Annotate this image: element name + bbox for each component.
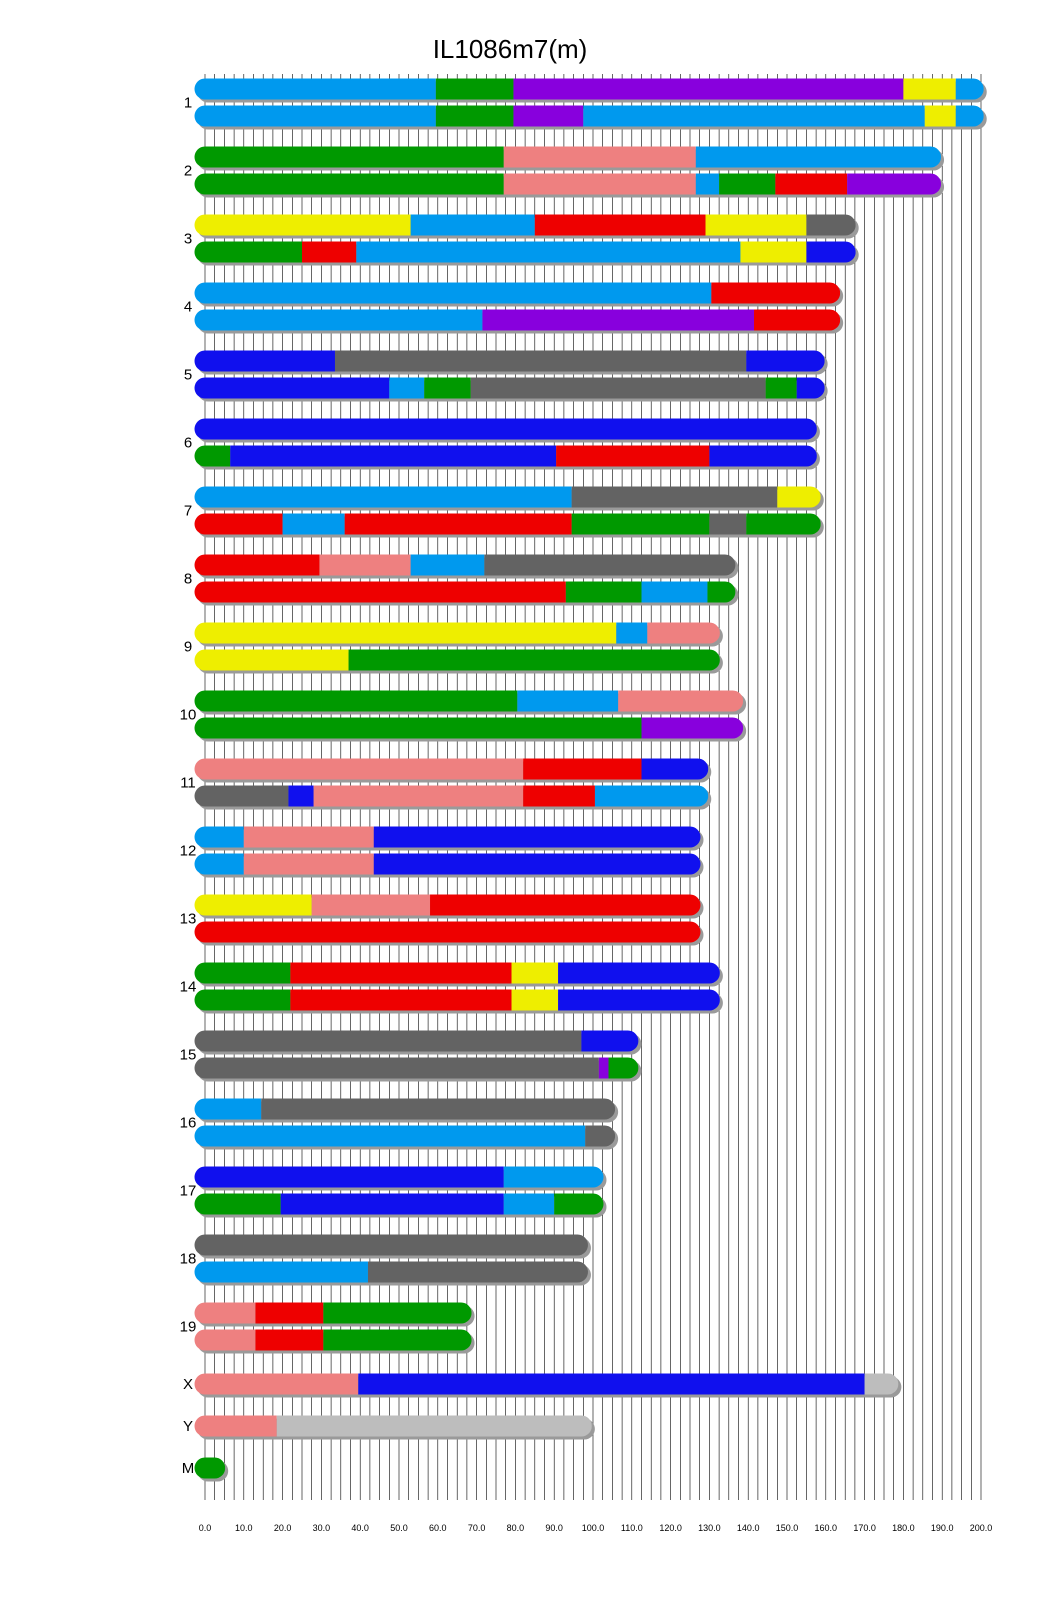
segment (283, 514, 345, 535)
segment (195, 1330, 256, 1351)
haplotype-1 (195, 79, 984, 100)
haplotype-2 (195, 1058, 639, 1079)
haplotype-2 (195, 582, 736, 603)
segment (290, 990, 511, 1011)
segment (195, 215, 411, 236)
segment (288, 786, 313, 807)
segment (572, 487, 778, 508)
segment (195, 147, 504, 168)
segment (195, 623, 617, 644)
haplotype-2 (195, 718, 744, 739)
segment (255, 1330, 323, 1351)
segment (195, 1303, 256, 1324)
haplotype-2 (195, 786, 709, 807)
x-tick-label: 100.0 (581, 1523, 605, 1533)
haplotype-1 (195, 419, 817, 440)
haplotype-2 (195, 1126, 616, 1147)
segment (195, 1416, 277, 1437)
segment (711, 283, 840, 304)
haplotype-2 (195, 378, 825, 399)
segment (255, 1303, 323, 1324)
x-tick-label: 190.0 (930, 1523, 954, 1533)
segment (766, 378, 797, 399)
segment (358, 1374, 864, 1395)
segment (642, 582, 708, 603)
segment (616, 623, 647, 644)
haplotype-1 (195, 147, 942, 168)
x-tick-label: 150.0 (775, 1523, 799, 1533)
segment (195, 174, 504, 195)
segment (314, 786, 524, 807)
segment (865, 1374, 899, 1395)
segment (709, 514, 746, 535)
segment (195, 718, 642, 739)
x-tick-label: 70.0 (467, 1523, 486, 1533)
segment (642, 759, 709, 780)
segment (696, 174, 719, 195)
haplotype-1 (195, 1031, 639, 1052)
x-tick-label: 80.0 (506, 1523, 525, 1533)
chromosome-layer (195, 79, 987, 1482)
segment (195, 555, 320, 576)
haplotype-1 (195, 895, 701, 916)
segment (230, 446, 556, 467)
segment (754, 310, 840, 331)
segment (195, 854, 244, 875)
segment (389, 378, 424, 399)
segment (513, 106, 583, 127)
segment (556, 446, 709, 467)
chromosome-8 (195, 555, 739, 606)
segment (195, 582, 566, 603)
segment (411, 555, 485, 576)
haplotype-1 (195, 1416, 592, 1437)
segment (806, 242, 855, 263)
segment (609, 1058, 639, 1079)
x-tick-label: 40.0 (351, 1523, 369, 1533)
chromosome-11 (195, 759, 712, 810)
chromosome-9 (195, 623, 723, 674)
segment (195, 514, 283, 535)
chromosome-label: 13 (179, 910, 197, 928)
chromosome-12 (195, 827, 704, 878)
chromosome-label: 9 (183, 638, 193, 656)
x-tick-label: 60.0 (429, 1523, 447, 1533)
segment (349, 650, 720, 671)
segment (558, 990, 720, 1011)
haplotype-1 (195, 351, 825, 372)
chromosome-6 (195, 419, 820, 470)
segment (484, 555, 735, 576)
haplotype-1 (195, 487, 821, 508)
segment (261, 1099, 615, 1120)
haplotype-1 (195, 215, 856, 236)
segment (513, 79, 903, 100)
segment (323, 1303, 471, 1324)
chromosome-4 (195, 283, 844, 334)
haplotype-2 (195, 990, 720, 1011)
label-layer (180, 95, 197, 1478)
chromosome-13 (195, 895, 704, 946)
segment (312, 895, 430, 916)
chromosome-label: Y (182, 1418, 194, 1435)
x-tick-label: 0.0 (198, 1523, 212, 1533)
segment (595, 786, 708, 807)
segment (706, 215, 807, 236)
chromosome-m (195, 1458, 229, 1482)
x-tick-label: 30.0 (312, 1523, 331, 1533)
segment (323, 1330, 471, 1351)
segment (740, 242, 806, 263)
x-tick-label: 160.0 (814, 1523, 838, 1533)
segment (195, 242, 303, 263)
segment (195, 895, 312, 916)
segment (512, 963, 559, 984)
chromosome-15 (195, 1031, 642, 1082)
haplotype-2 (195, 650, 720, 671)
segment (517, 691, 618, 712)
segment (195, 446, 231, 467)
chromosome-14 (195, 963, 723, 1014)
segment (504, 174, 696, 195)
segment (566, 582, 642, 603)
x-tick-label: 90.0 (545, 1523, 563, 1533)
haplotype-1 (195, 691, 744, 712)
segment (368, 1262, 588, 1283)
chromosome-label: 10 (179, 706, 197, 724)
segment (430, 895, 700, 916)
chromosome-2 (195, 147, 945, 198)
segment (585, 1126, 615, 1147)
segment (424, 378, 471, 399)
x-tick-label: 10.0 (235, 1523, 253, 1533)
chromosome-label: 1 (183, 94, 193, 112)
haplotype-2 (195, 242, 856, 263)
segment (195, 106, 436, 127)
haplotype-2 (195, 1194, 604, 1215)
haplotype-2 (195, 310, 841, 331)
chromosome-label: 16 (179, 1114, 197, 1132)
segment (195, 963, 291, 984)
chromosome-1 (195, 79, 987, 130)
x-tick-label: 110.0 (620, 1523, 643, 1533)
x-tick-label: 20.0 (273, 1523, 292, 1533)
x-tick-label: 50.0 (390, 1523, 408, 1533)
x-tick-label: 180.0 (892, 1523, 915, 1533)
chromosome-label: 19 (179, 1318, 197, 1336)
x-axis (199, 1523, 993, 1533)
segment (558, 963, 720, 984)
haplotype-1 (195, 1458, 226, 1479)
chromosome-3 (195, 215, 859, 266)
chromosome-label: 2 (183, 162, 193, 180)
segment (746, 351, 824, 372)
segment (847, 174, 941, 195)
segment (777, 487, 820, 508)
segment (956, 79, 984, 100)
haplotype-2 (195, 1262, 588, 1283)
chromosome-label: 7 (183, 502, 193, 520)
haplotype-2 (195, 514, 821, 535)
segment (290, 963, 511, 984)
chromosome-x (195, 1374, 902, 1398)
chromosome-19 (195, 1303, 475, 1354)
haplotype-1 (195, 1235, 588, 1256)
segment (647, 623, 720, 644)
segment (512, 990, 559, 1011)
segment (195, 351, 335, 372)
segment (195, 691, 518, 712)
chart-title: IL1086m7(m) (432, 34, 588, 64)
segment (195, 487, 572, 508)
segment (195, 827, 244, 848)
segment (775, 174, 847, 195)
segment (195, 378, 390, 399)
segment (554, 1194, 603, 1215)
x-tick-label: 200.0 (969, 1523, 993, 1533)
segment (356, 242, 740, 263)
segment (195, 1262, 368, 1283)
segment (482, 310, 754, 331)
haplotype-1 (195, 623, 720, 644)
chromosome-label: 5 (183, 366, 193, 384)
segment (195, 1235, 588, 1256)
chromosome-18 (195, 1235, 591, 1286)
haplotype-2 (195, 174, 942, 195)
chromosome-label: 17 (179, 1182, 197, 1200)
segment (195, 310, 483, 331)
chromosome-label: 14 (179, 978, 197, 996)
segment (195, 1126, 586, 1147)
segment (436, 79, 514, 100)
segment (195, 1058, 599, 1079)
segment (535, 215, 706, 236)
chromosome-10 (195, 691, 747, 742)
chromosome-y (195, 1416, 595, 1440)
chromosome-label: 3 (183, 230, 193, 248)
haplotype-1 (195, 1167, 604, 1188)
haplotype-1 (195, 1374, 899, 1395)
segment (195, 1458, 226, 1479)
segment (195, 283, 712, 304)
haplotype-2 (195, 446, 817, 467)
chromosome-label: 11 (180, 774, 196, 792)
haplotype-2 (195, 1330, 472, 1351)
segment (504, 147, 696, 168)
haplotype-1 (195, 283, 841, 304)
segment (195, 759, 524, 780)
segment (195, 1031, 582, 1052)
haplotype-2 (195, 106, 984, 127)
segment (195, 922, 701, 943)
segment (797, 378, 825, 399)
segment (244, 827, 374, 848)
segment (523, 759, 641, 780)
chromosome-label: 4 (183, 298, 193, 316)
chromosome-5 (195, 351, 828, 402)
chromosome-label: 12 (179, 842, 197, 860)
haplotype-1 (195, 1303, 472, 1324)
segment (195, 1099, 262, 1120)
chromosome-label: X (182, 1376, 194, 1393)
segment (719, 174, 775, 195)
segment (195, 79, 436, 100)
chromosome-label: 15 (179, 1046, 197, 1064)
segment (806, 215, 855, 236)
segment (572, 514, 710, 535)
chromosome-7 (195, 487, 824, 538)
segment (642, 718, 744, 739)
segment (411, 215, 535, 236)
segment (195, 1374, 359, 1395)
segment (696, 147, 941, 168)
segment (956, 106, 984, 127)
segment (195, 650, 349, 671)
haplotype-1 (195, 1099, 616, 1120)
segment (195, 1167, 504, 1188)
x-tick-label: 140.0 (736, 1523, 760, 1533)
segment (471, 378, 766, 399)
chromosome-16 (195, 1099, 619, 1150)
haplotype-2 (195, 922, 701, 943)
haplotype-2 (195, 854, 701, 875)
segment (583, 106, 924, 127)
segment (903, 79, 955, 100)
segment (581, 1031, 638, 1052)
segment (302, 242, 356, 263)
segment (195, 1194, 281, 1215)
x-tick-label: 170.0 (853, 1523, 876, 1533)
segment (277, 1416, 592, 1437)
segment (436, 106, 514, 127)
segment (504, 1167, 604, 1188)
chromosome-label: 8 (183, 570, 193, 588)
segment (709, 446, 817, 467)
chromosome-label: M (181, 1460, 195, 1477)
segment (345, 514, 572, 535)
haplotype-1 (195, 827, 701, 848)
x-tick-label: 130.0 (698, 1523, 721, 1533)
segment (707, 582, 735, 603)
segment (746, 514, 821, 535)
segment (925, 106, 956, 127)
segment (195, 786, 289, 807)
chromosome-label: 6 (183, 434, 193, 452)
segment (335, 351, 746, 372)
chromosome-label: 18 (179, 1250, 197, 1268)
segment (195, 419, 817, 440)
segment (504, 1194, 554, 1215)
segment (281, 1194, 504, 1215)
x-tick-label: 120.0 (659, 1523, 682, 1533)
haplotype-1 (195, 759, 709, 780)
segment (599, 1058, 609, 1079)
segment (374, 854, 701, 875)
segment (244, 854, 374, 875)
segment (374, 827, 701, 848)
segment (618, 691, 743, 712)
haplotype-1 (195, 963, 720, 984)
haplotype-1 (195, 555, 736, 576)
segment (195, 990, 291, 1011)
segment (523, 786, 595, 807)
segment (319, 555, 410, 576)
